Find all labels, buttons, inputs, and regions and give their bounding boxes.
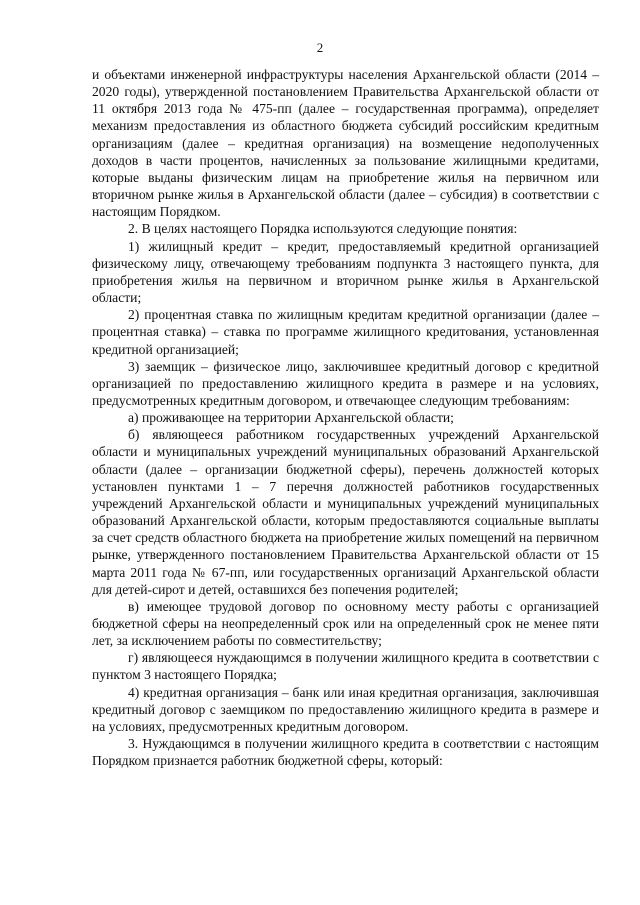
paragraph-intro-continuation: и объектами инженерной инфраструктуры населения Архангельской области (2014 – 2020 годы), утвержденной постановлением Правительства Архангельской области от 11 октября 2013 года № 475-пп (далее – государственная программа), определяет механизм предоставления из областного бюджета субсидий российским кредитным организациям (далее – кредитная организация) на возмещение недополученных доходов в части процентов, начисленных за пользование жилищными кредитами, которые выданы физическим лицам на приобретение жилья на первичном или вторичном рынке жилья в Архангельской области (далее – субсидия) в соответствии с настоящим Порядком.: [92, 67, 599, 220]
paragraph-item-3: 3) заемщик – физическое лицо, заключившее кредитный договор с кредитной организацией по предоставлению жилищного кредита в размере и на условиях, предусмотренных кредитным договором, и отвечающее следующим требованиям:: [92, 358, 599, 408]
paragraph-section-2: 2. В целях настоящего Порядка используются следующие понятия:: [128, 221, 518, 237]
paragraph-item-2: 2) процентная ставка по жилищным кредитам кредитной организации (далее – процентная ставка) – ставка по программе жилищного кредитования, установленная кредитной организацией;: [92, 307, 599, 357]
paragraph-section-3: 3. Нуждающимся в получении жилищного кредита в соответствии с настоящим Порядком признается работник бюджетной сферы, который:: [92, 736, 599, 769]
page-number: 2: [316, 40, 324, 55]
paragraph-item-1: 1) жилищный кредит – кредит, предоставляемый кредитной организацией физическому лицу, отвечающему требованиям подпункта 3 настоящего пункта, для приобретения жилья на первичном и вторичном рынке жилья в Архангельской области;: [92, 238, 599, 306]
paragraph-item-3v: в) имеющее трудовой договор по основному месту работы с организацией бюджетной сферы на неопределенный срок или на определенный срок не менее пяти лет, за исключением работы по совместительству;: [92, 598, 599, 649]
paragraph-item-3b: б) являющееся работником государственных учреждений Архангельской области и муниципальных учреждений муниципальных образований Архангельской области (далее – организации бюджетной сферы), перечень должностей которых установлен пунктами 1 – 7 перечня должностей работников государственных учреждений Архангельской области и муниципальных учреждений муниципальных образований Архангельской области, которым предоставляются социальные выплаты за счет средств областного бюджета на приобретение жилых помещений на первичном рынке, утвержденного постановлением Правительства Архангельской области от 15 марта 2011 года № 67-пп, или государственных организаций Архангельской области для детей-сирот и детей, оставшихся без попечения родителей;: [92, 427, 599, 597]
paragraph-item-4: 4) кредитная организация – банк или иная кредитная организация, заключившая кредитный договор с заемщиком по предоставлению жилищного кредита в размере и на условиях, предусмотренных кредитным договором.: [92, 684, 599, 734]
paragraph-item-3a: а) проживающее на территории Архангельской области;: [128, 410, 454, 426]
document-body: [92, 66, 599, 769]
paragraph-item-3g: г) являющееся нуждающимся в получении жилищного кредита в соответствии с пунктом 3 настоящего Порядка;: [92, 650, 599, 683]
